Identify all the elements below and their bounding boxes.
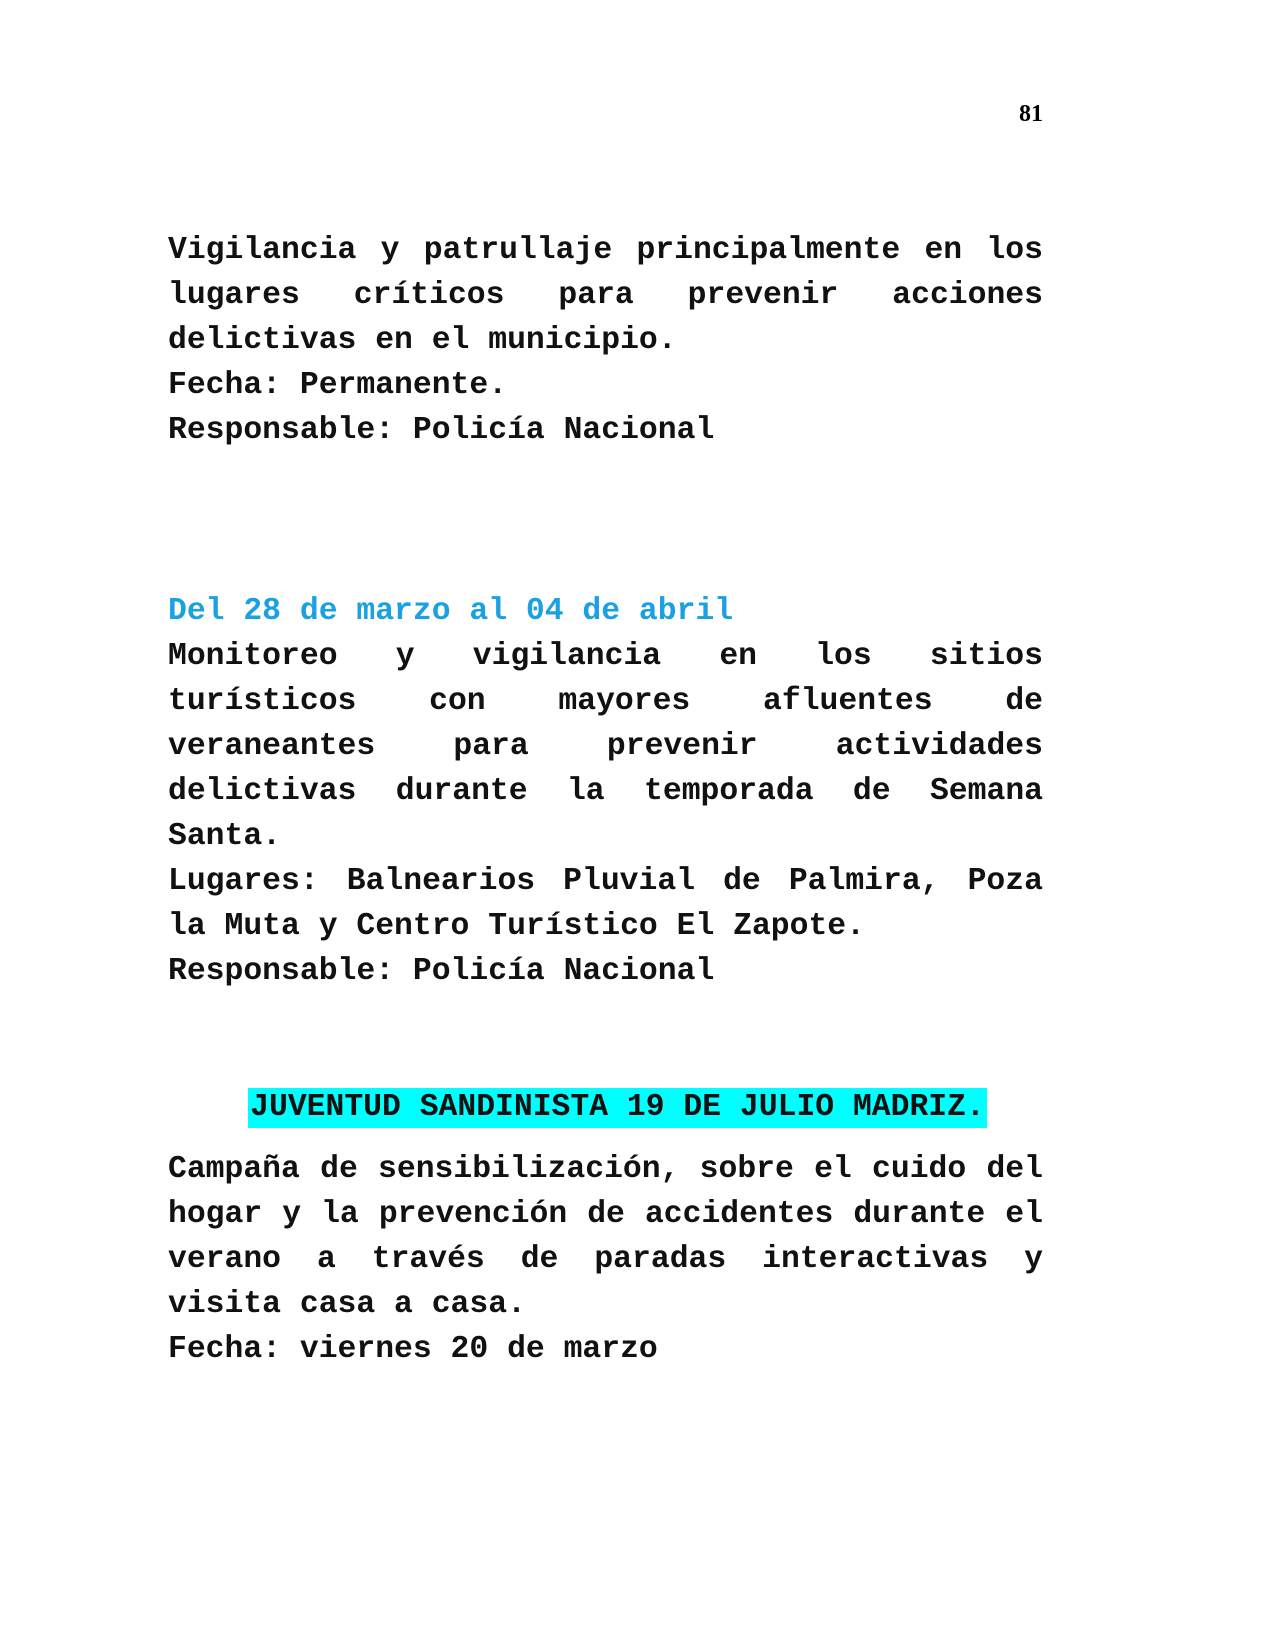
word: actividades [835,729,1043,764]
word: afluentes [763,684,933,719]
page-number: 81 [1019,101,1043,127]
word: vigilancia [472,639,662,674]
fecha-line: Fecha: viernes 20 de marzo [168,1332,658,1367]
word: sitios [929,639,1043,674]
text-line: Santa. [168,819,282,854]
lugares-line: la Muta y Centro Turístico El Zapote. [168,909,865,944]
word: mayores [558,684,691,719]
word: con [429,684,486,719]
word: prevenir [606,729,758,764]
word: sensibilización, [378,1152,680,1187]
word: Monitoreo [168,639,338,674]
word: la [321,1197,359,1232]
word: durante [853,1197,986,1232]
word: patrullaje [423,233,613,268]
word: interactivas [762,1242,989,1277]
word: los [986,233,1043,268]
word: verano [168,1242,282,1277]
word: sobre [699,1152,794,1187]
text-line: delictivas en el municipio. [168,323,677,358]
word: hogar [168,1197,263,1232]
word: turísticos [168,684,357,719]
word: y [1024,1242,1043,1277]
fecha-line: Fecha: Permanente. [168,368,508,403]
word: el [1005,1197,1043,1232]
text-line [168,1147,1043,1192]
section-heading-container [0,1088,1275,1128]
word: Semana [929,774,1043,809]
paragraph-campana-sensibilizacion [168,1147,1043,1372]
word: Lugares: [168,864,319,899]
text-line [168,724,1043,769]
word: de [723,864,761,899]
word: delictivas [168,774,357,809]
word: el [814,1152,852,1187]
text-line [168,228,1043,273]
word: prevenir [687,278,839,313]
word: accidentes [644,1197,834,1232]
word: de [520,1242,559,1277]
word: y [282,1197,302,1232]
word: veraneantes [168,729,376,764]
word: Poza [967,864,1043,899]
lugares-line [168,859,1043,904]
date-heading: Del 28 de marzo al 04 de abril [168,594,734,629]
text-line [168,1192,1043,1237]
word: a [316,1242,336,1277]
responsable-line: Responsable: Policía Nacional [168,413,715,448]
word: del [986,1152,1043,1187]
word: para [453,729,529,764]
text-line [168,273,1043,318]
word: paradas [594,1242,727,1277]
word: Vigilancia [168,233,357,268]
word: de [587,1197,625,1232]
paragraph-vigilancia-patrullaje [168,228,1043,453]
text-line [168,769,1043,814]
word: críticos [353,278,505,313]
word: los [815,639,872,674]
word: de [1005,684,1043,719]
word: y [395,639,415,674]
word: principalmente [636,233,901,268]
word: Balnearios [346,864,536,899]
word: en [924,233,963,268]
paragraph-semana-santa [168,589,1043,994]
responsable-line: Responsable: Policía Nacional [168,954,715,989]
word: temporada [644,774,814,809]
word: Pluvial [563,864,696,899]
word: en [719,639,758,674]
word: prevención [378,1197,568,1232]
word: para [558,278,634,313]
word: cuido [872,1152,967,1187]
word: Palmira, [788,864,940,899]
text-line [168,1237,1043,1282]
section-heading: JUVENTUD SANDINISTA 19 DE JULIO MADRIZ. [248,1088,987,1128]
word: la [566,774,605,809]
word: Campaña [168,1152,300,1187]
word: lugares [168,278,300,313]
word: durante [395,774,528,809]
text-line [168,634,1043,679]
word: acciones [892,278,1043,313]
word: de [320,1152,358,1187]
text-line [168,679,1043,724]
word: y [380,233,400,268]
word: través [371,1242,485,1277]
word: de [852,774,891,809]
text-line: visita casa a casa. [168,1287,526,1322]
